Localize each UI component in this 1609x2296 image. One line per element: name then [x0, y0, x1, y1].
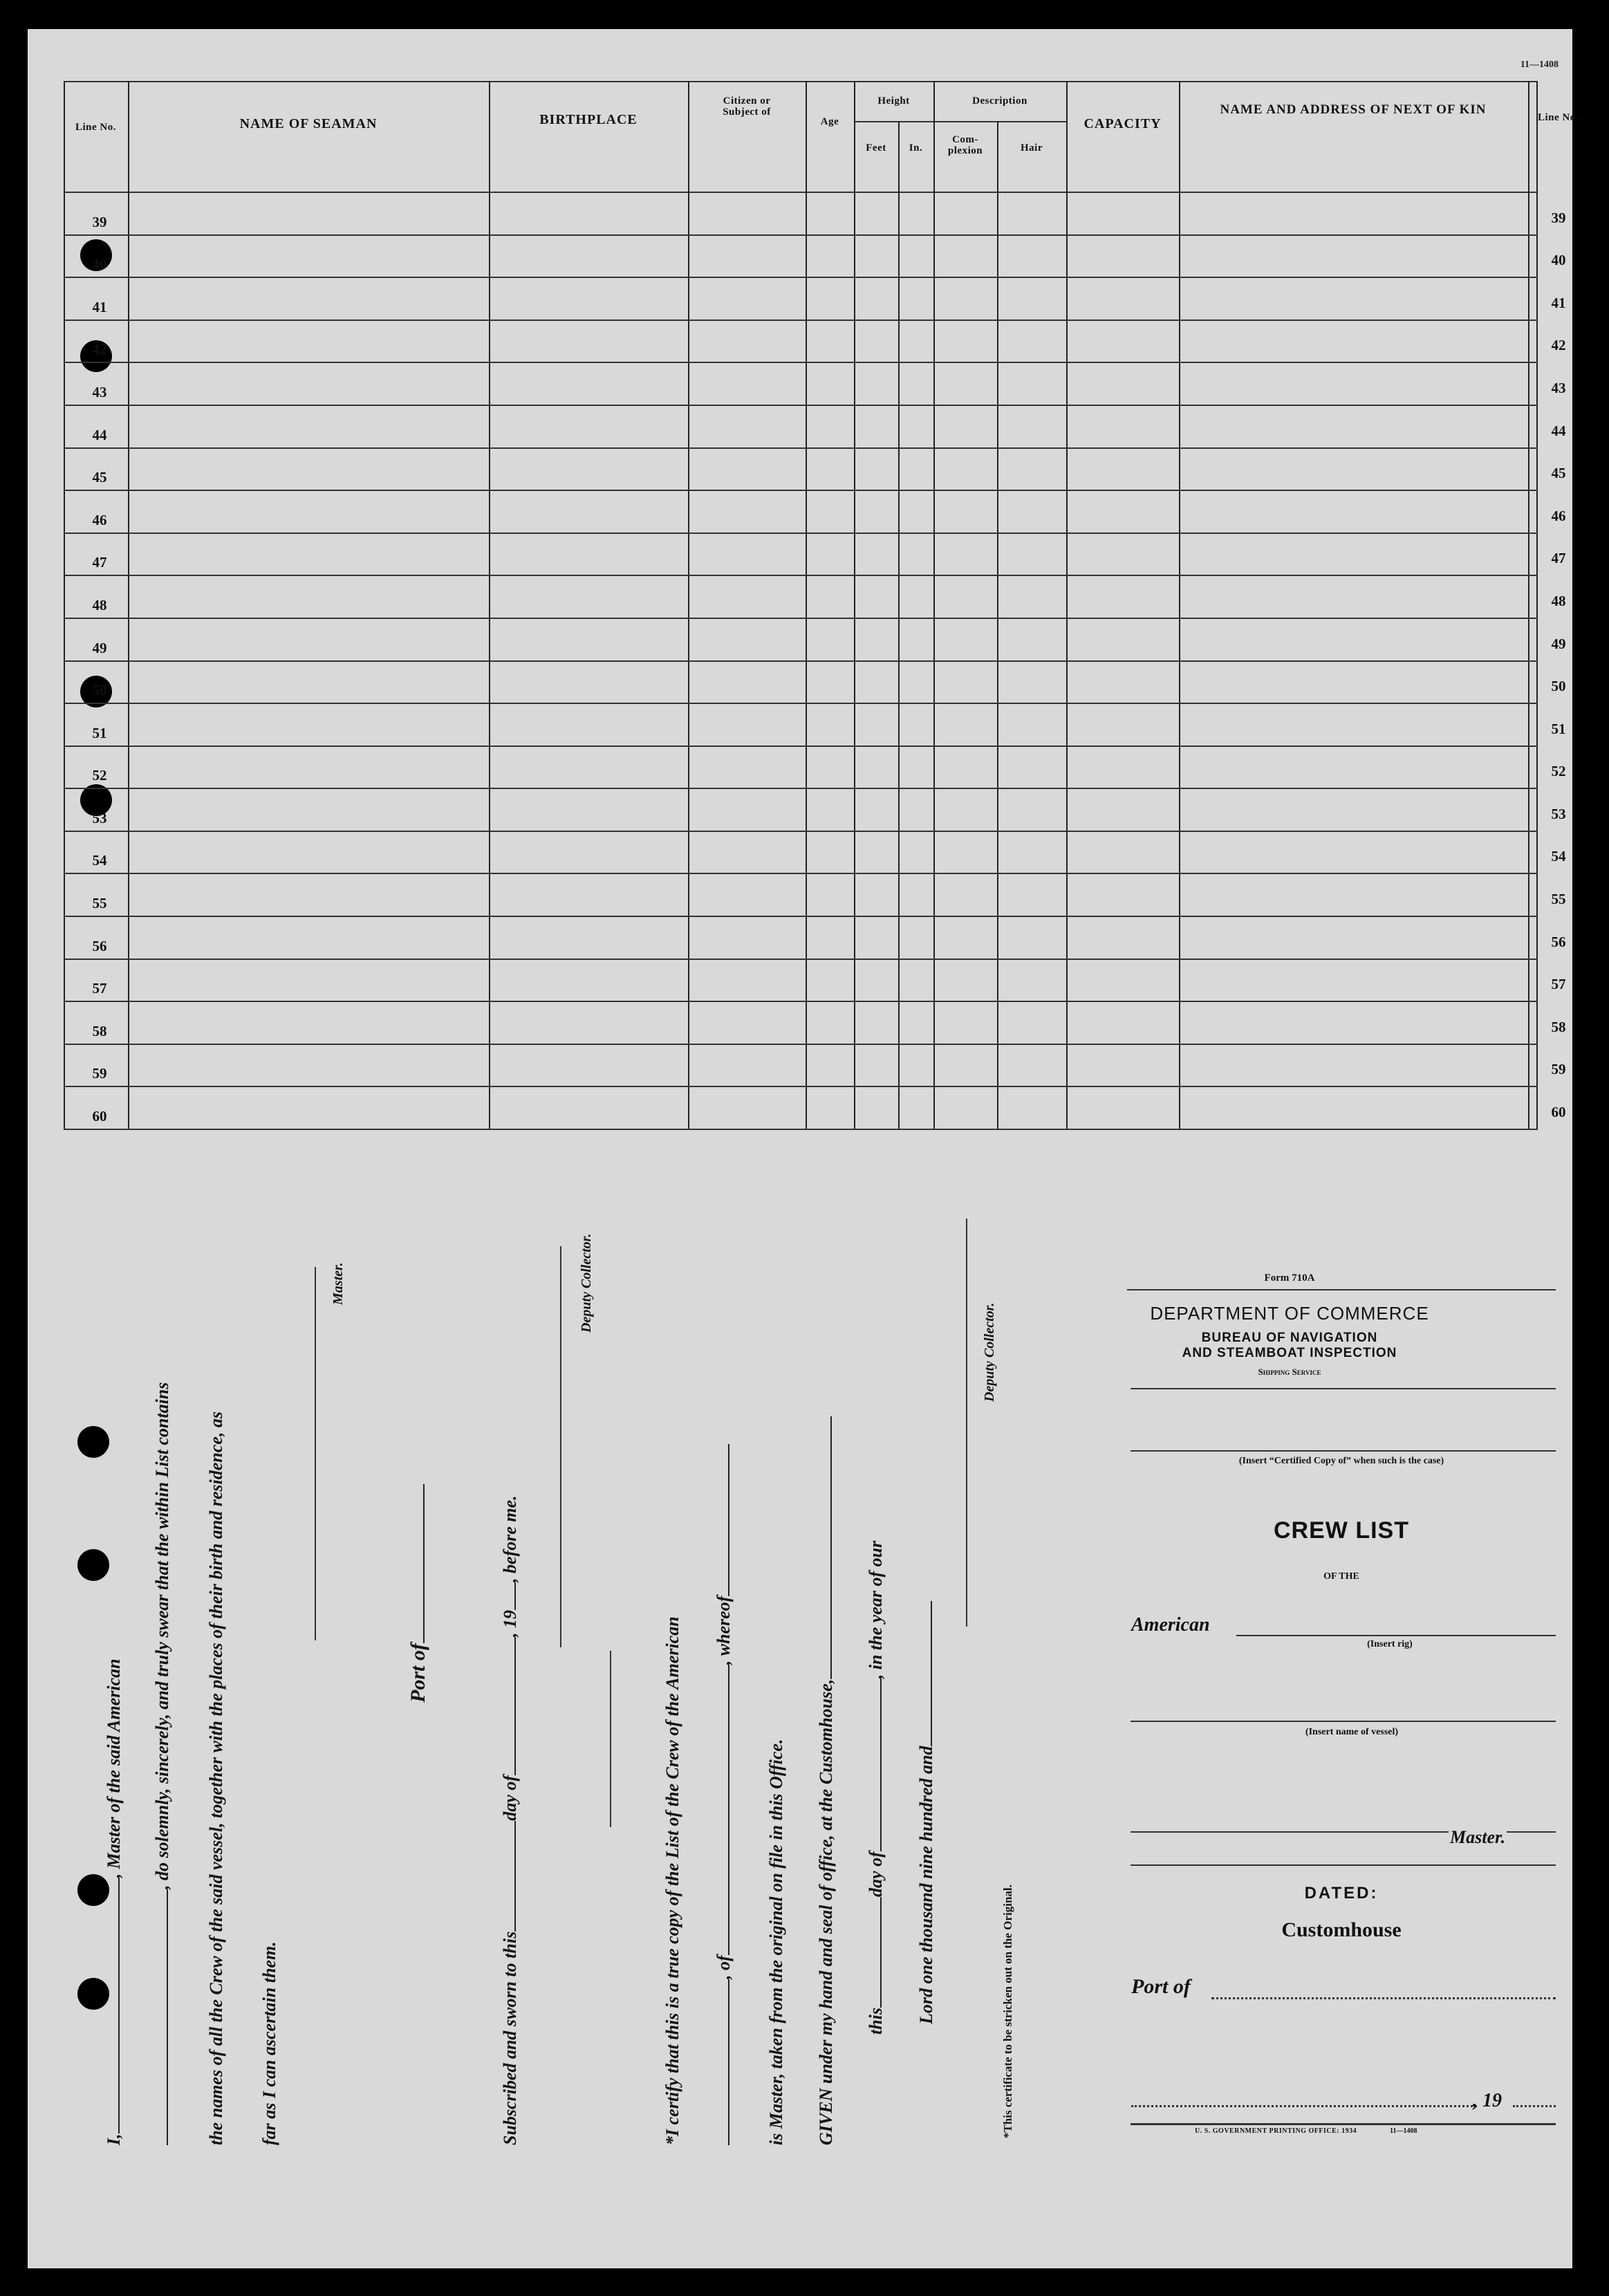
certify-line-6: Lord one thousand nine hundred and — [916, 1601, 937, 2024]
row-number-left: 41 — [92, 298, 107, 315]
row-number-left: 55 — [92, 895, 107, 912]
form-code-top: 11—1408 — [1520, 59, 1559, 70]
cover-master: Master. — [1450, 1827, 1506, 1847]
row-number-left: 60 — [92, 1108, 107, 1124]
oath-deputy-collector: Deputy Collector. — [579, 1233, 594, 1333]
certify-day-blank[interactable] — [866, 1897, 882, 2008]
header-birthplace: BIRTHPLACE — [539, 112, 638, 127]
header-next-of-kin: NAME AND ADDRESS OF NEXT OF KIN — [1220, 102, 1487, 117]
row-number-left: 48 — [92, 596, 107, 613]
row-number-left: 40 — [92, 256, 107, 273]
sworn-year-blank[interactable] — [501, 1582, 516, 1610]
oath-line-3: the names of all the Crew of the said vessel, together with the places of their birth and residence, as — [206, 1411, 226, 2145]
cover-nineteen: , 19 — [1473, 2090, 1502, 2111]
cover-dated: DATED: — [1304, 1884, 1379, 1902]
row-number-left: 56 — [92, 937, 107, 954]
cover-department: DEPARTMENT OF COMMERCE — [1150, 1303, 1429, 1324]
certify-deputy-collector: Deputy Collector. — [982, 1302, 997, 1402]
row-number-right: 40 — [1551, 252, 1566, 269]
row-number-right: 58 — [1551, 1018, 1566, 1035]
row-number-left: 45 — [92, 469, 107, 486]
table-row[interactable] — [64, 362, 1538, 363]
table-row[interactable] — [64, 788, 1538, 789]
master-name-blank[interactable] — [104, 1878, 120, 2133]
sworn-day-blank[interactable] — [501, 1821, 516, 1932]
header-inches: In. — [909, 142, 923, 154]
certify-year-blank[interactable] — [917, 1601, 932, 1746]
row-number-left: 46 — [92, 511, 107, 528]
oath-line-4: far as I can ascertain them. — [259, 1941, 279, 2145]
header-line-no: Line No. — [75, 122, 116, 133]
row-number-left: 51 — [92, 724, 107, 741]
cover-date-line[interactable] — [1131, 2105, 1477, 2107]
vessel-name-blank[interactable] — [153, 1889, 168, 2145]
header-feet: Feet — [866, 142, 886, 154]
row-number-right: 46 — [1551, 507, 1566, 524]
row-number-right: 41 — [1551, 294, 1566, 311]
header-height: Height — [877, 95, 910, 107]
row-number-right: 52 — [1551, 763, 1566, 780]
cover-bureau-2: AND STEAMBOAT INSPECTION — [1182, 1346, 1397, 1360]
row-number-left: 42 — [92, 341, 107, 358]
row-number-left: 53 — [92, 809, 107, 826]
cover-printer: U. S. GOVERNMENT PRINTING OFFICE: 1934 — [1195, 2127, 1357, 2135]
cover-year-line[interactable] — [1513, 2105, 1556, 2107]
certify-line-4: GIVEN under my hand and seal of office, at the Customhouse, — [816, 1416, 837, 2145]
header-line-no-right: Line No. — [1538, 112, 1579, 123]
sworn-month-blank[interactable] — [501, 1637, 516, 1775]
row-number-left: 52 — [92, 767, 107, 784]
cover-port-line[interactable] — [1211, 1997, 1556, 1999]
master-signature-line — [315, 1267, 316, 1640]
table-row[interactable] — [64, 234, 1538, 236]
cover-american: American — [1131, 1614, 1210, 1636]
cover-certified-note: (Insert “Certified Copy of” when such is the case) — [1238, 1456, 1444, 1466]
crew-table — [64, 81, 1579, 1130]
table-row[interactable] — [64, 746, 1538, 747]
certify-line-3: is Master, taken from the original on file in this Office. — [766, 1739, 786, 2145]
header-description: Description — [972, 95, 1027, 107]
table-row[interactable] — [64, 490, 1538, 491]
table-row[interactable] — [64, 959, 1538, 960]
certified-copy-line[interactable] — [1131, 1450, 1556, 1452]
row-number-right: 48 — [1551, 592, 1566, 609]
table-row[interactable] — [64, 1086, 1538, 1087]
row-number-left: 49 — [92, 639, 107, 656]
cover-port-of: Port of — [1131, 1975, 1191, 1998]
oath-master-label: Master. — [331, 1262, 346, 1305]
certify-vessel-blank[interactable] — [714, 1979, 729, 2145]
header-citizen-or-subject-of: Citizen or Subject of — [723, 95, 771, 118]
table-row[interactable] — [64, 1044, 1538, 1045]
row-number-right: 57 — [1551, 976, 1566, 993]
row-number-right: 56 — [1551, 933, 1566, 950]
row-number-right: 44 — [1551, 422, 1566, 439]
row-number-right: 49 — [1551, 635, 1566, 652]
oath-line-1: I,, Master of the said American — [104, 1658, 124, 2145]
row-number-right: 51 — [1551, 720, 1566, 737]
crew-list-sheet — [28, 29, 1579, 2268]
header-capacity: CAPACITY — [1083, 116, 1162, 131]
row-number-left: 54 — [92, 852, 107, 869]
oath-port-blank[interactable] — [409, 1484, 425, 1643]
certify-line-1: *I certify that this is a true copy of the List of the Crew of the American — [662, 1616, 682, 2145]
header-hair: Hair — [1021, 142, 1043, 154]
row-number-right: 55 — [1551, 891, 1566, 908]
row-number-right: 43 — [1551, 379, 1566, 396]
certify-customhouse-blank[interactable] — [817, 1416, 832, 1679]
oath-port-of: Port of — [407, 1484, 430, 1703]
table-row[interactable] — [64, 277, 1538, 278]
certify-line-5: thisday of, in the year of our — [866, 1540, 886, 2035]
row-number-left: 43 — [92, 383, 107, 400]
cover-customhouse: Customhouse — [1281, 1918, 1402, 1941]
table-row[interactable] — [64, 1001, 1538, 1002]
cover-shipping-service: Shipping Service — [1258, 1367, 1321, 1377]
row-number-left: 44 — [92, 426, 107, 443]
certify-month-blank[interactable] — [866, 1678, 882, 1851]
row-number-right: 50 — [1551, 678, 1566, 695]
certify-footnote: *This certificate to be stricken out on the Original. — [1001, 1885, 1014, 2138]
cover-of-the: OF THE — [1323, 1571, 1359, 1582]
oath-subscribed-line: Subscribed and sworn to thisday of, 19, before me. — [500, 1495, 520, 2145]
punch-hole — [77, 1549, 109, 1581]
certify-port-blank[interactable] — [714, 1665, 729, 1955]
row-number-right: 59 — [1551, 1061, 1566, 1078]
cover-form-number: Form 710A — [1264, 1272, 1315, 1284]
row-number-right: 60 — [1551, 1104, 1566, 1120]
table-row[interactable] — [64, 320, 1538, 321]
deputy-signature-line-2 — [966, 1219, 967, 1627]
row-number-left: 57 — [92, 980, 107, 997]
cover-printer-code: 11—1408 — [1390, 2127, 1417, 2135]
table-row[interactable] — [64, 831, 1538, 832]
table-row[interactable] — [64, 533, 1538, 534]
row-number-right: 45 — [1551, 465, 1566, 482]
table-row[interactable] — [64, 447, 1538, 449]
row-number-left: 47 — [92, 554, 107, 571]
table-row[interactable] — [64, 703, 1538, 704]
row-number-right: 47 — [1551, 550, 1566, 567]
header-name-of-seaman: NAME OF SEAMAN — [239, 116, 378, 131]
deputy-signature-line-1 — [560, 1246, 561, 1647]
table-row[interactable] — [64, 660, 1538, 662]
rig-line[interactable] — [1236, 1635, 1556, 1636]
table-row[interactable] — [64, 618, 1538, 619]
table-row[interactable] — [64, 916, 1538, 917]
cover-insert-vessel: (Insert name of vessel) — [1305, 1727, 1399, 1737]
table-row[interactable] — [64, 575, 1538, 576]
row-number-left: 39 — [92, 213, 107, 230]
table-row[interactable] — [64, 405, 1538, 406]
punch-hole — [77, 1426, 109, 1458]
cover-insert-rig: (Insert rig) — [1367, 1639, 1413, 1649]
row-number-right: 54 — [1551, 848, 1566, 865]
certify-line-2: , of, whereof — [714, 1444, 734, 2145]
header-complexion: Com- plexion — [947, 134, 983, 156]
row-number-right: 42 — [1551, 337, 1566, 354]
header-age: Age — [820, 116, 839, 127]
oath-line-2: , do solemnly, sincerely, and truly swear that the within List contains — [152, 1382, 173, 2145]
cover-bureau-1: BUREAU OF NAVIGATION — [1201, 1331, 1378, 1345]
certify-master-blank[interactable] — [714, 1444, 729, 1596]
row-number-right: 53 — [1551, 805, 1566, 822]
vessel-name-line[interactable] — [1131, 1721, 1556, 1722]
row-number-right: 39 — [1551, 209, 1566, 226]
row-number-left: 50 — [92, 682, 107, 699]
row-number-left: 58 — [92, 1022, 107, 1039]
table-row[interactable] — [64, 1129, 1538, 1130]
table-row[interactable] — [64, 873, 1538, 874]
cover-title: CREW LIST — [1274, 1517, 1409, 1544]
row-number-left: 59 — [92, 1065, 107, 1082]
